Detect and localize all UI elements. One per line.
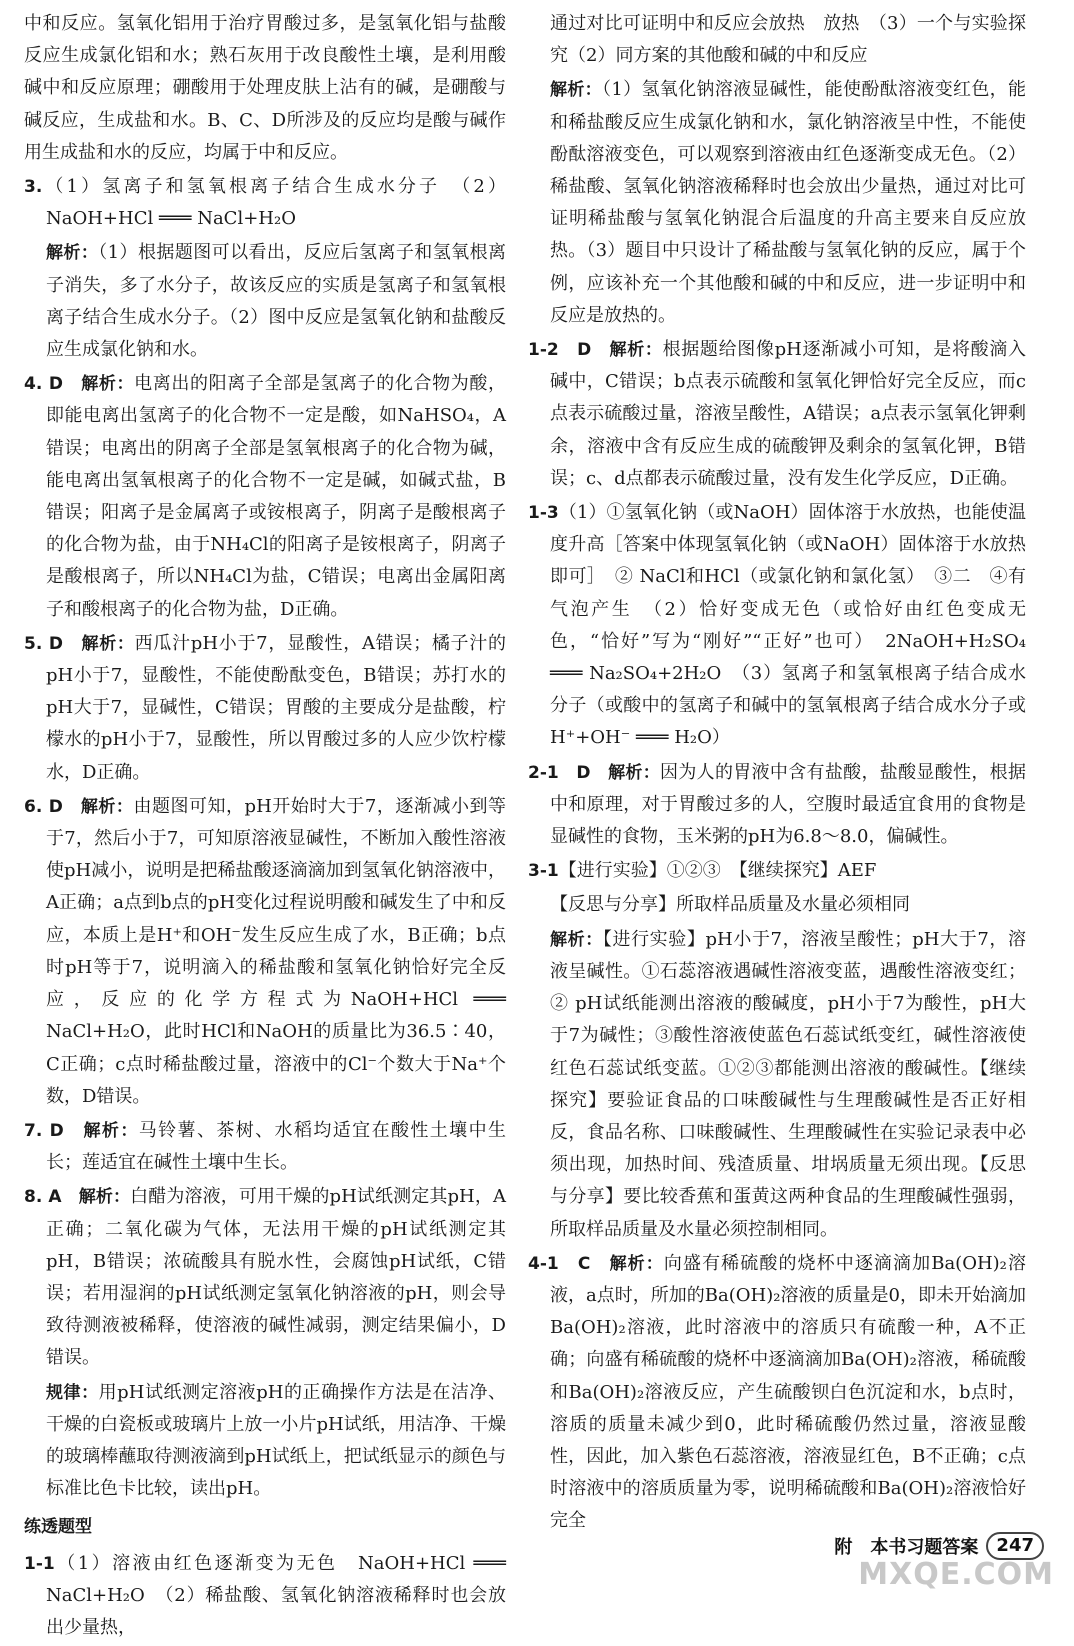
answer-item — [24, 171, 506, 235]
item-text: 用pH试纸测定溶液pH的正确操作方法是在洁净、干燥的白瓷板或玻璃片上放一小片pH试纸，用洁净、干燥的玻璃棒蘸取待测液滴到pH试纸上，把试纸显示的颜色与标准比色卡比较，读出pH。 — [46, 1381, 507, 1500]
answer-item — [24, 1548, 506, 1645]
item-text: （1）溶液由红色逐渐变为无色 NaOH+HCl ═══ NaCl+H₂O （2）稀盐酸、氢氧化钠溶液稀释时也会放出少量热， — [46, 1552, 506, 1638]
text-paragraph — [528, 889, 1026, 921]
item-text: 西瓜汁pH小于7，显酸性，A错误；橘子汁的pH小于7，显酸性，不能使酚酞变色，B错误；苏打水的pH大于7，显碱性，C错误；胃酸的主要成分是盐酸，柠檬水的pH小于7，显酸性，所以胃酸过多的人应少饮柠檬水，D正确。 — [46, 632, 506, 783]
item-label: 5. D 解析： — [24, 633, 135, 654]
item-text: 由题图可知，pH开始时大于7，逐渐减小到等于7，然后小于7，可知原溶液显碱性，不断加入酸性溶液使pH减小，说明是把稀盐酸逐滴滴加到氢氧化钠溶液中，A正确；a点到b点的pH变化过程说明酸和碱发生了中和反应，本质上是H⁺和OH⁻发生反应生成了水，B正确；b点时pH等于7，说明滴入的稀盐酸和氢氧化钠恰好完全反应，反应的化学方程式为NaOH+HCl ═══ NaCl+H₂O，此时HCl和NaOH的质量比为36.5∶40，C正确；c点时稀盐酸过量，溶液中的Cl⁻个数大于Na⁺个数，D错误。 — [46, 795, 506, 1107]
item-text: （1）根据题图可以看出，反应后氢离子和氢氧根离子消失，多了水分子，故该反应的实质是氢离子和氢氧根离子结合生成水分子。（2）图中反应是氢氧化钠和盐酸反应生成氯化钠和水。 — [46, 242, 506, 361]
text-paragraph — [528, 8, 1026, 72]
item-text: 通过对比可证明中和反应会放热 放热 （3）一个与实验探究（2）同方案的其他酸和碱的中和反应 — [550, 13, 1026, 67]
answer-item — [24, 791, 506, 1113]
item-text: 电离出的阳离子全部是氢离子的化合物为酸，即能电离出氢离子的化合物不一定是酸，如NaHSO₄，A错误；电离出的阴离子全部是氢氧根离子的化合物为碱，能电离出氢氧根离子的化合物不一定是碱，如碱式盐，B错误；阳离子是金属离子或铵根离子，阴离子是酸根离子的化合物为盐，由于NH₄Cl的阳离子是铵根离子，阴离子是酸根离子，所以NH₄Cl为盐，C错误；电离出金属阳离子和酸根离子的化合物为盐，D正确。 — [46, 373, 506, 620]
item-label: 解析： — [46, 243, 99, 264]
page-number: 247 — [986, 1532, 1044, 1560]
item-label: 4-1 C 解析： — [528, 1253, 664, 1274]
item-text: 因为人的胃液中含有盐酸，盐酸显酸性，根据中和原理，对于胃酸过多的人，空腹时最适宜食用的食物是显碱性的食物，玉米粥的pH为6.8～8.0，偏碱性。 — [550, 761, 1027, 848]
item-label: 1-2 D 解析： — [528, 340, 663, 361]
left-column — [24, 8, 506, 1646]
item-label: 3-1 — [528, 861, 559, 882]
item-label: 7. D 解析： — [24, 1120, 139, 1141]
analysis-paragraph — [24, 237, 506, 366]
answer-item — [528, 1248, 1026, 1538]
item-text: （1）氢氧化钠溶液显碱性，能使酚酞溶液变红色，能和稀盐酸反应生成氯化钠和水，氯化钠溶液呈中性，不能使酚酞溶液变色，可以观察到溶液由红色逐渐变成无色。（2）稀盐酸、氢氧化钠溶液稀释时也会放出少量热，通过对比可证明稀盐酸与氢氧化钠混合后温度的升高主要来自反应放热。（3）题目中只设计了稀盐酸与氢氧化钠的反应，属于个例，应该补充一个其他酸和碱的中和反应，进一步证明中和反应是放热的。 — [550, 79, 1027, 326]
analysis-paragraph — [528, 74, 1026, 332]
item-text: 【反思与分享】所取样品质量及水量必须相同 — [550, 894, 910, 916]
item-label: 3. — [24, 177, 43, 198]
item-text: （1）①氢氧化钠（或NaOH）固体溶于水放热，也能使温度升高［答案中体现氢氧化钠（或NaOH）固体溶于水放热即可］ ② NaCl和HCl（或氯化钠和氯化氢） ③二 ④有气泡产生 （2）恰好变成无色（或恰好由红色变成无色，“恰好”写为“刚好”“正好”也可） 2NaOH+H₂SO₄ ═══ Na₂SO₄+2H₂O （3）氢离子和氢氧根离子结合成水分子（或酸中的氢离子和碱中的氢氧根离子结合成水分子或H⁺+OH⁻ ═══ H₂O） — [550, 502, 1026, 749]
item-label: 6. D 解析： — [24, 796, 134, 817]
item-label: 规律： — [46, 1382, 99, 1403]
watermark: MXQE.COM — [858, 1557, 1054, 1592]
item-text: 【进行实验】pH小于7，溶液呈酸性；pH大于7，溶液呈碱性。①石蕊溶液遇碱性溶液变蓝，遇酸性溶液变红；② pH试纸能测出溶液的酸碱度，pH小于7为酸性，pH大于7为碱性；③酸性溶液使蓝色石蕊试纸变红，碱性溶液使红色石蕊试纸变蓝。①②③都能测出溶液的酸碱性。【继续探究】要验证食品的口味酸碱性与生理酸碱性是否正好相反，食品名称、口味酸碱性、生理酸碱性在实验记录表中必须出现，加热时间、残渣质量、坩埚质量无须出现。【反思与分享】要比较香蕉和蛋黄这两种食品的生理酸碱性强弱，所取样品质量及水量必须控制相同。 — [550, 928, 1027, 1240]
item-label: 1-3 — [528, 503, 559, 524]
item-text: 中和反应。氢氧化铝用于治疗胃酸过多，是氢氧化铝与盐酸反应生成氯化铝和水；熟石灰用于改良酸性土壤，是利用酸碱中和反应原理；硼酸用于处理皮肤上沾有的碱，是硼酸与碱反应，生成盐和水。B、C、D所涉及的反应均是酸与碱作用生成盐和水的反应，均属于中和反应。 — [24, 13, 506, 163]
item-text: 【进行实验】①②③ 【继续探究】AEF — [558, 860, 877, 882]
answer-item — [24, 628, 506, 789]
answer-item — [24, 1115, 506, 1179]
answer-item — [24, 1181, 506, 1374]
answer-item — [24, 368, 506, 626]
item-label: 解析： — [550, 80, 602, 101]
item-text: 根据题给图像pH逐渐减小可知，是将酸滴入碱中，C错误；b点表示硫酸和氢氧化钾恰好完全反应，而c点表示硫酸过量，溶液呈酸性，A错误；a点表示氢氧化钾剩余，溶液中含有反应生成的硫酸钾及剩余的氢氧化钾，B错误；c、d点都表示硫酸过量，没有发生化学反应，D正确。 — [550, 339, 1027, 489]
answer-item — [528, 334, 1026, 495]
answer-item — [528, 855, 1026, 887]
item-label: 1-1 — [24, 1553, 55, 1574]
analysis-paragraph — [528, 924, 1026, 1246]
item-label: 解析： — [550, 929, 603, 950]
item-label: 2-1 D 解析： — [528, 762, 661, 783]
item-label: 8. A 解析： — [24, 1187, 131, 1208]
answer-item — [528, 497, 1026, 755]
answer-item — [528, 757, 1026, 854]
footer-label: 附 本书习题答案 — [834, 1537, 979, 1558]
section-heading: 练透题型 — [24, 1517, 92, 1538]
analysis-paragraph — [24, 1377, 506, 1506]
item-text: （1）氢离子和氢氧根离子结合生成水分子 （2）NaOH+HCl ═══ NaCl+H₂O — [42, 176, 506, 230]
item-text: 白醋为溶液，可用干燥的pH试纸测定其pH，A正确；二氧化碳为气体，无法用干燥的pH试纸测定其pH，B错误；浓硫酸具有脱水性，会腐蚀pH试纸，C错误；若用湿润的pH试纸测定氢氧化钠溶液的pH，则会导致待测液被稀释，使溶液的碱性减弱，测定结果偏小，D错误。 — [46, 1186, 506, 1369]
text-paragraph — [24, 8, 506, 169]
right-column — [528, 8, 1026, 1540]
item-text: 向盛有稀硫酸的烧杯中逐滴滴加Ba(OH)₂溶液，a点时，所加的Ba(OH)₂溶液的质量是0，即未开始滴加Ba(OH)₂溶液，此时溶液中的溶质只有硫酸一种，A不正确；向盛有稀硫酸的烧杯中逐滴滴加Ba(OH)₂溶液，稀硫酸和Ba(OH)₂溶液反应，产生硫酸钡白色沉淀和水，b点时，溶质的质量未减少到0，此时稀硫酸仍然过量，溶液显酸性，因此，加入紫色石蕊溶液，溶液显红色，B不正确；c点时溶液中的溶质质量为零，说明稀硫酸和Ba(OH)₂溶液恰好完全 — [550, 1252, 1026, 1532]
item-label: 4. D 解析： — [24, 374, 135, 395]
page-footer — [834, 1532, 1044, 1560]
item-text: 马铃薯、茶树、水稻均适宜在酸性土壤中生长；莲适宜在碱性土壤中生长。 — [46, 1119, 506, 1174]
